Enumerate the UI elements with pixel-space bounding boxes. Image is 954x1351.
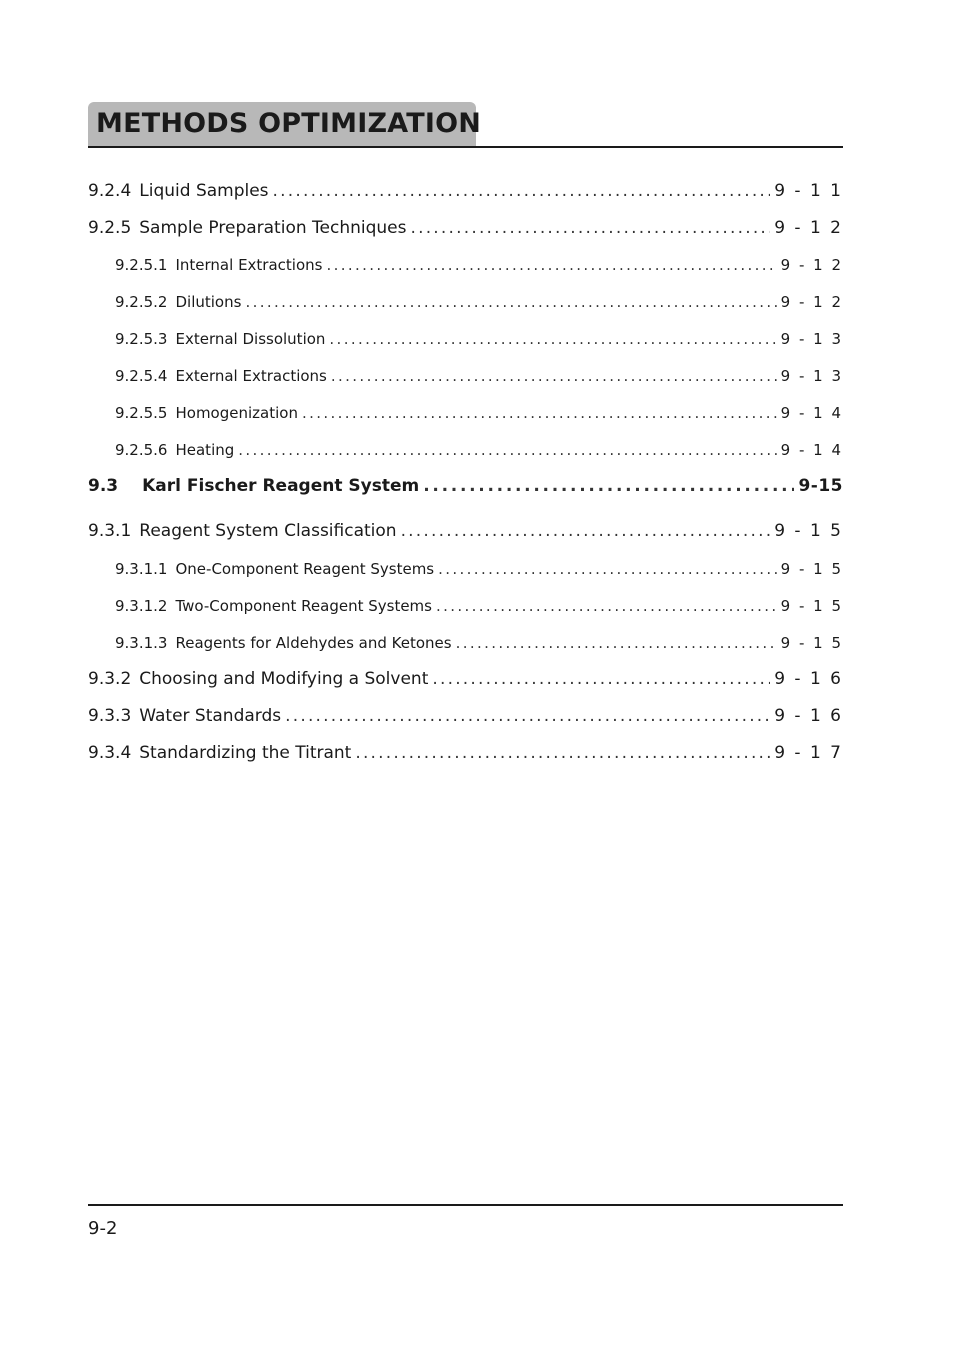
dot-leader [329, 330, 776, 348]
toc-entry-title: Water Standards [139, 706, 282, 726]
toc-entry-page: 9 - 1 2 [774, 218, 843, 238]
toc-section-entry[interactable] [88, 476, 843, 496]
dot-leader [456, 634, 777, 652]
footer-page-number: 9-2 [88, 1218, 118, 1239]
toc-entry-title: One-Component Reagent Systems [175, 560, 435, 578]
toc-entry-title: Sample Preparation Techniques [139, 218, 407, 238]
toc-entry[interactable] [115, 597, 843, 615]
toc-entry-page: 9 - 1 3 [780, 330, 843, 348]
dot-leader [273, 181, 771, 201]
toc-entry-number: 9.3 [88, 476, 119, 496]
dot-leader [401, 521, 771, 541]
toc-entry-title: Dilutions [175, 293, 242, 311]
toc-entry-page: 9 - 1 6 [774, 669, 843, 689]
toc-entry[interactable] [88, 181, 843, 201]
toc-entry[interactable] [115, 330, 843, 348]
toc-entry-number: 9.3.2 [88, 669, 132, 689]
toc-entry[interactable] [88, 706, 843, 726]
toc-entry-title: Reagents for Aldehydes and Ketones [175, 634, 452, 652]
dot-leader [285, 706, 770, 726]
toc-entry-page: 9 - 1 4 [780, 441, 843, 459]
toc-entry[interactable] [115, 441, 843, 459]
dot-leader [326, 256, 776, 274]
toc-entry-title: Homogenization [175, 404, 298, 422]
toc-entry-page: 9 - 1 5 [774, 521, 843, 541]
toc-entry[interactable] [115, 634, 843, 652]
toc-entry-page: 9 - 1 6 [774, 706, 843, 726]
dot-leader [238, 441, 776, 459]
dot-leader [423, 476, 794, 496]
toc-entry-page: 9 - 1 1 [774, 181, 843, 201]
toc-entry-number: 9.3.1 [88, 521, 132, 541]
toc-entry-title: External Extractions [175, 367, 327, 385]
toc-entry-number: 9.2.5.2 [115, 293, 168, 311]
toc-entry-number: 9.3.3 [88, 706, 132, 726]
toc-entry-number: 9.2.5.4 [115, 367, 168, 385]
page-title: METHODS OPTIMIZATION [96, 108, 482, 139]
footer-divider [88, 1204, 843, 1206]
toc-entry-page: 9-15 [798, 476, 843, 496]
toc-entry-number: 9.3.1.3 [115, 634, 168, 652]
toc-entry-title: Heating [175, 441, 235, 459]
toc-entry-title: Choosing and Modifying a Solvent [139, 669, 429, 689]
toc-entry-page: 9 - 1 5 [780, 634, 843, 652]
toc-entry[interactable] [88, 521, 843, 541]
toc-entry-number: 9.2.5.3 [115, 330, 168, 348]
toc-entry-number: 9.3.1.2 [115, 597, 168, 615]
toc-entry[interactable] [115, 560, 843, 578]
header-divider [88, 146, 843, 148]
toc-entry-page: 9 - 1 5 [780, 597, 843, 615]
toc-entry-title: External Dissolution [175, 330, 326, 348]
toc-entry-title: Internal Extractions [175, 256, 323, 274]
toc-entry[interactable] [88, 743, 843, 763]
toc-entry-page: 9 - 1 4 [780, 404, 843, 422]
toc-entry-title: Two-Component Reagent Systems [175, 597, 432, 615]
toc-entry-number: 9.2.5.5 [115, 404, 168, 422]
dot-leader [302, 404, 777, 422]
toc-entry-page: 9 - 1 2 [780, 256, 843, 274]
section-header-tab [88, 102, 482, 146]
toc-entry-title: Karl Fischer Reagent System [142, 476, 420, 496]
toc-entry[interactable] [115, 256, 843, 274]
toc-entry-page: 9 - 1 3 [780, 367, 843, 385]
toc-entry-title: Standardizing the Titrant [139, 743, 352, 763]
toc-entry-page: 9 - 1 7 [774, 743, 843, 763]
toc-entry-title: Reagent System Classification [139, 521, 397, 541]
toc-entry-number: 9.2.5.6 [115, 441, 168, 459]
toc-entry-page: 9 - 1 5 [780, 560, 843, 578]
toc-entry[interactable] [88, 669, 843, 689]
toc-entry-page: 9 - 1 2 [780, 293, 843, 311]
dot-leader [438, 560, 777, 578]
toc-entry-number: 9.3.4 [88, 743, 132, 763]
dot-leader [331, 367, 777, 385]
toc-entry[interactable] [115, 367, 843, 385]
dot-leader [245, 293, 776, 311]
toc-entry[interactable] [88, 218, 843, 238]
toc-entry[interactable] [115, 404, 843, 422]
dot-leader [436, 597, 777, 615]
toc-entry-number: 9.2.5.1 [115, 256, 168, 274]
dot-leader [355, 743, 770, 763]
dot-leader [432, 669, 770, 689]
toc-entry-number: 9.2.4 [88, 181, 132, 201]
toc-entry-number: 9.3.1.1 [115, 560, 168, 578]
dot-leader [410, 218, 770, 238]
toc-entry-title: Liquid Samples [139, 181, 269, 201]
toc-entry-number: 9.2.5 [88, 218, 132, 238]
toc-entry[interactable] [115, 293, 843, 311]
